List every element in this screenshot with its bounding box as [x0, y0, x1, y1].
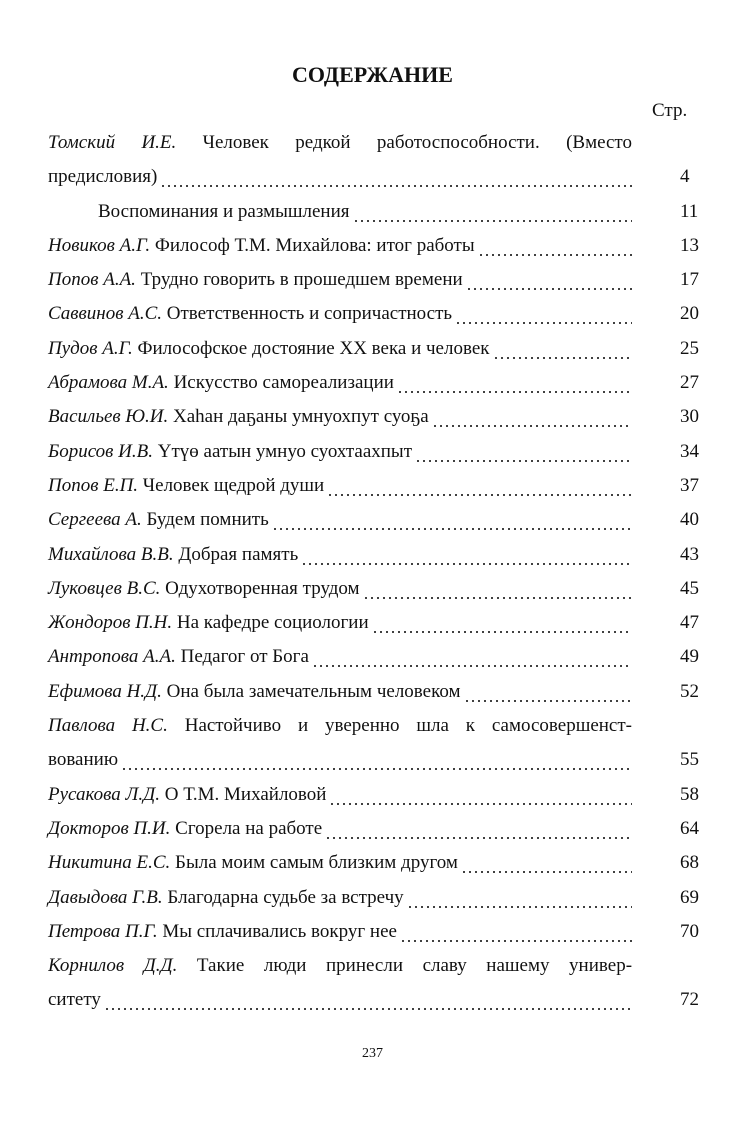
entry-text — [48, 435, 632, 469]
dot-leader — [415, 435, 632, 469]
entry-page: 49 — [680, 646, 699, 668]
entry-author: Попов Е.П. — [48, 474, 139, 496]
dot-leader — [478, 229, 632, 263]
entry-title: О Т.М. Михайловой — [164, 783, 327, 805]
toc-entry — [48, 846, 700, 880]
entry-title: Үтүө аатын умнуо суохтаахпыт — [157, 440, 413, 462]
dot-leader — [329, 778, 632, 812]
entry-text — [48, 503, 632, 537]
entry-page: 70 — [680, 920, 699, 942]
dot-leader — [104, 983, 632, 1017]
entry-page: 11 — [680, 200, 699, 222]
entry-title: Педагог от Бога — [180, 646, 309, 668]
entry-author: Васильев Ю.И. — [48, 406, 169, 428]
dot-leader — [397, 366, 632, 400]
page-number: 237 — [362, 1046, 383, 1061]
entry-text — [48, 675, 632, 709]
toc-entry — [48, 229, 700, 263]
page-title: СОДЕРЖАНИЕ — [292, 62, 453, 87]
entry-page: 13 — [680, 234, 699, 256]
dot-leader — [461, 846, 632, 880]
toc-entry — [48, 538, 700, 572]
toc-entry — [48, 606, 700, 640]
entry-text — [48, 469, 632, 503]
entry-author: Михайлова В.В. — [48, 543, 174, 565]
dot-leader — [372, 606, 632, 640]
entry-page: 58 — [680, 783, 699, 805]
toc-entry-line — [48, 983, 700, 1017]
page-column-label: Стр. — [652, 100, 688, 121]
entry-title: Будем помнить — [146, 509, 269, 531]
entry-page: 25 — [680, 337, 699, 359]
entry-page: 43 — [680, 543, 699, 565]
toc-entry — [48, 400, 700, 434]
entry-author: Сергеева А. — [48, 509, 142, 531]
dot-leader — [327, 469, 632, 503]
entry-author: Томский И.Е. — [48, 132, 177, 153]
entry-page: 45 — [680, 577, 699, 599]
entry-title: Трудно говорить в прошедшем времени — [140, 269, 463, 291]
entry-author: Попов А.А. — [48, 269, 136, 291]
entry-title: Философ Т.М. Михайлова: итог работы — [154, 234, 475, 256]
toc-entry-line — [48, 126, 700, 160]
entry-text — [48, 160, 632, 194]
entry-title: Человек щедрой души — [142, 474, 325, 496]
dot-leader — [353, 195, 633, 229]
entry-text — [48, 640, 632, 674]
entry-text — [48, 915, 632, 949]
toc-entry — [48, 469, 700, 503]
entry-title: Была моим самым близким другом — [175, 852, 458, 874]
entry-title: Мы сплачивались вокруг нее — [162, 920, 397, 942]
entry-title: Одухотворенная трудом — [165, 577, 360, 599]
table-of-contents — [48, 126, 700, 1018]
dot-leader — [312, 640, 632, 674]
dot-leader — [432, 400, 632, 434]
entry-author: Павлова Н.С. — [48, 715, 168, 737]
entry-title: Такие люди принесли славу нашему универ- — [196, 955, 632, 977]
toc-entry — [48, 195, 700, 229]
entry-author: Корнилов Д.Д. — [48, 955, 178, 977]
entry-text — [48, 812, 632, 846]
toc-entry — [48, 675, 700, 709]
entry-title: Добрая память — [178, 543, 299, 565]
entry-title: Искусство самореализации — [173, 372, 394, 394]
entry-author: Давыдова Г.В. — [48, 886, 163, 908]
entry-author: Борисов И.В. — [48, 440, 153, 462]
entry-text — [48, 229, 632, 263]
toc-entry-line — [48, 743, 700, 777]
entry-page: 20 — [680, 303, 699, 325]
entry-page: 69 — [680, 886, 699, 908]
entry-author: Никитина Е.С. — [48, 852, 171, 874]
entry-text — [48, 400, 632, 434]
entry-text — [48, 195, 632, 229]
entry-author: Ефимова Н.Д. — [48, 680, 162, 702]
entry-author: Докторов П.И. — [48, 817, 171, 839]
dot-leader — [325, 812, 632, 846]
entry-text — [48, 297, 632, 331]
toc-entry — [48, 297, 700, 331]
entry-page: 47 — [680, 612, 699, 634]
toc-entry — [48, 915, 700, 949]
dot-leader — [400, 915, 632, 949]
dot-leader — [121, 743, 632, 777]
entry-title: На кафедре социологии — [176, 612, 369, 634]
dot-leader — [407, 881, 632, 915]
dot-leader — [466, 263, 632, 297]
entry-author: Саввинов А.С. — [48, 303, 162, 325]
entry-text — [48, 538, 632, 572]
entry-author: Пудов А.Г. — [48, 337, 133, 359]
entry-title-continued: вованию — [48, 749, 119, 771]
toc-entry-line — [48, 709, 700, 743]
dot-leader — [272, 503, 632, 537]
entry-author: Луковцев В.С. — [48, 577, 161, 599]
entry-page: 34 — [680, 440, 699, 462]
entry-text — [48, 949, 632, 983]
toc-entry — [48, 332, 700, 366]
entry-page: 27 — [680, 372, 699, 394]
entry-author: Абрамова М.А. — [48, 372, 169, 394]
dot-leader — [301, 538, 632, 572]
toc-entry — [48, 812, 700, 846]
entry-title: Ответственность и сопричастность — [166, 303, 453, 325]
entry-text — [48, 778, 632, 812]
entry-text — [48, 983, 632, 1017]
entry-author: Петрова П.Г. — [48, 920, 158, 942]
toc-entry — [48, 640, 700, 674]
entry-author: Русакова Л.Д. — [48, 783, 160, 805]
entry-text — [48, 332, 632, 366]
entry-text — [48, 846, 632, 880]
entry-page: 4 — [680, 166, 690, 188]
toc-entry — [48, 263, 700, 297]
entry-title-continued: предисловия) — [48, 166, 158, 188]
toc-entry — [48, 366, 700, 400]
entry-title: Сгорела на работе — [175, 817, 323, 839]
entry-title: Человек редкой работоспособности. (Вместо — [202, 132, 632, 153]
toc-entry-line — [48, 949, 700, 983]
entry-page: 64 — [680, 817, 699, 839]
entry-author: Жондоров П.Н. — [48, 612, 173, 634]
entry-title: Философское достояние XX века и человек — [137, 337, 490, 359]
entry-title: Настойчиво и уверенно шла к самосовершенст- — [184, 715, 632, 737]
entry-page: 55 — [680, 749, 699, 771]
entry-text — [48, 709, 632, 743]
dot-leader — [363, 572, 632, 606]
entry-page: 30 — [680, 406, 699, 428]
dot-leader — [493, 332, 633, 366]
toc-entry — [48, 778, 700, 812]
toc-entry-line — [48, 160, 700, 194]
entry-page: 37 — [680, 474, 699, 496]
entry-title: Она была замечательным человеком — [166, 680, 461, 702]
dot-leader — [160, 160, 632, 194]
entry-title: Воспоминания и размышления — [98, 200, 350, 222]
toc-entry — [48, 503, 700, 537]
entry-page: 40 — [680, 509, 699, 531]
toc-entry — [48, 881, 700, 915]
entry-author: Антропова А.А. — [48, 646, 176, 668]
entry-author: Новиков А.Г. — [48, 234, 151, 256]
entry-text — [48, 572, 632, 606]
entry-title: Хаһан даҕаны умнуохпут суоҕа — [172, 406, 429, 428]
entry-text — [48, 263, 632, 297]
entry-text — [48, 743, 632, 777]
toc-entry — [48, 572, 700, 606]
entry-page: 52 — [680, 680, 699, 702]
entry-text — [48, 366, 632, 400]
entry-title-continued: ситету — [48, 989, 101, 1011]
entry-page: 68 — [680, 852, 699, 874]
toc-entry — [48, 435, 700, 469]
entry-text — [48, 126, 632, 160]
entry-page: 17 — [680, 269, 699, 291]
entry-text — [48, 881, 632, 915]
entry-title: Благодарна судьбе за встречу — [167, 886, 404, 908]
dot-leader — [464, 675, 632, 709]
entry-page: 72 — [680, 989, 699, 1011]
dot-leader — [455, 297, 632, 331]
entry-text — [48, 606, 632, 640]
